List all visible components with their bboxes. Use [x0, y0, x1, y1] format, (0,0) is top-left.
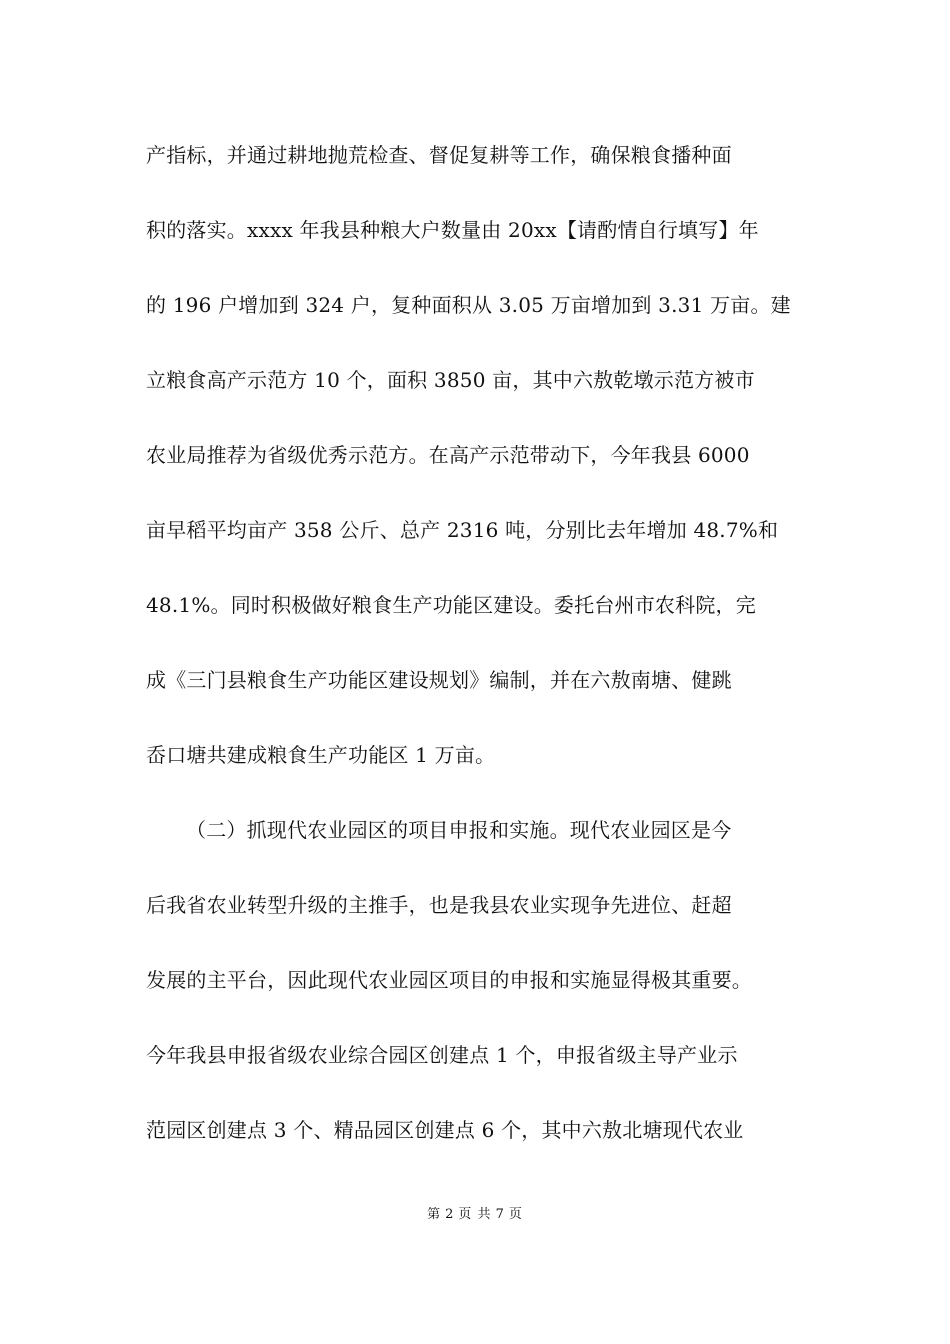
text-line-4: 立粮食高产示范方 10 个，面积 3850 亩，其中六敖乾墩示范方被市: [146, 368, 755, 392]
footer-suffix: 页: [508, 1207, 523, 1222]
text-line-14: 范园区创建点 3 个、精品园区创建点 6 个，其中六敖北塘现代农业: [146, 1118, 744, 1142]
text-line-9: 岙口塘共建成粮食生产功能区 1 万亩。: [146, 743, 496, 767]
text-line-8: 成《三门县粮食生产功能区建设规划》编制，并在六敖南塘、健跳: [146, 668, 732, 692]
text-line-2: 积的落实。xxxx 年我县种粮大户数量由 20xx【请酌情自行填写】年: [146, 218, 759, 242]
text-line-3: 的 196 户增加到 324 户，复种面积从 3.05 万亩增加到 3.31 万亩。建: [146, 293, 791, 317]
paragraph-2-first-line: （二）抓现代农业园区的项目申报和实施。现代农业园区是今: [186, 818, 732, 842]
page-footer: [0, 1206, 950, 1224]
text-line-5: 农业局推荐为省级优秀示范方。在高产示范带动下，今年我县 6000: [146, 443, 750, 467]
text-line-6: 亩早稻平均亩产 358 公斤、总产 2316 吨，分别比去年增加 48.7%和: [146, 518, 779, 542]
text-line-7: 48.1%。同时积极做好粮食生产功能区建设。委托台州市农科院，完: [146, 593, 756, 617]
footer-total-pages: 7: [495, 1207, 505, 1222]
text-line-12: 发展的主平台，因此现代农业园区项目的申报和实施显得极其重要。: [146, 968, 752, 992]
text-line-11: 后我省农业转型升级的主推手，也是我县农业实现争先进位、赶超: [146, 893, 732, 917]
footer-prefix: 第: [427, 1207, 442, 1222]
footer-middle: 页 共: [458, 1207, 492, 1222]
text-line-13: 今年我县申报省级农业综合园区创建点 1 个，申报省级主导产业示: [146, 1043, 738, 1067]
text-line-1: 产指标，并通过耕地抛荒检查、督促复耕等工作，确保粮食播种面: [146, 143, 732, 167]
footer-page-number: 2: [445, 1207, 455, 1222]
